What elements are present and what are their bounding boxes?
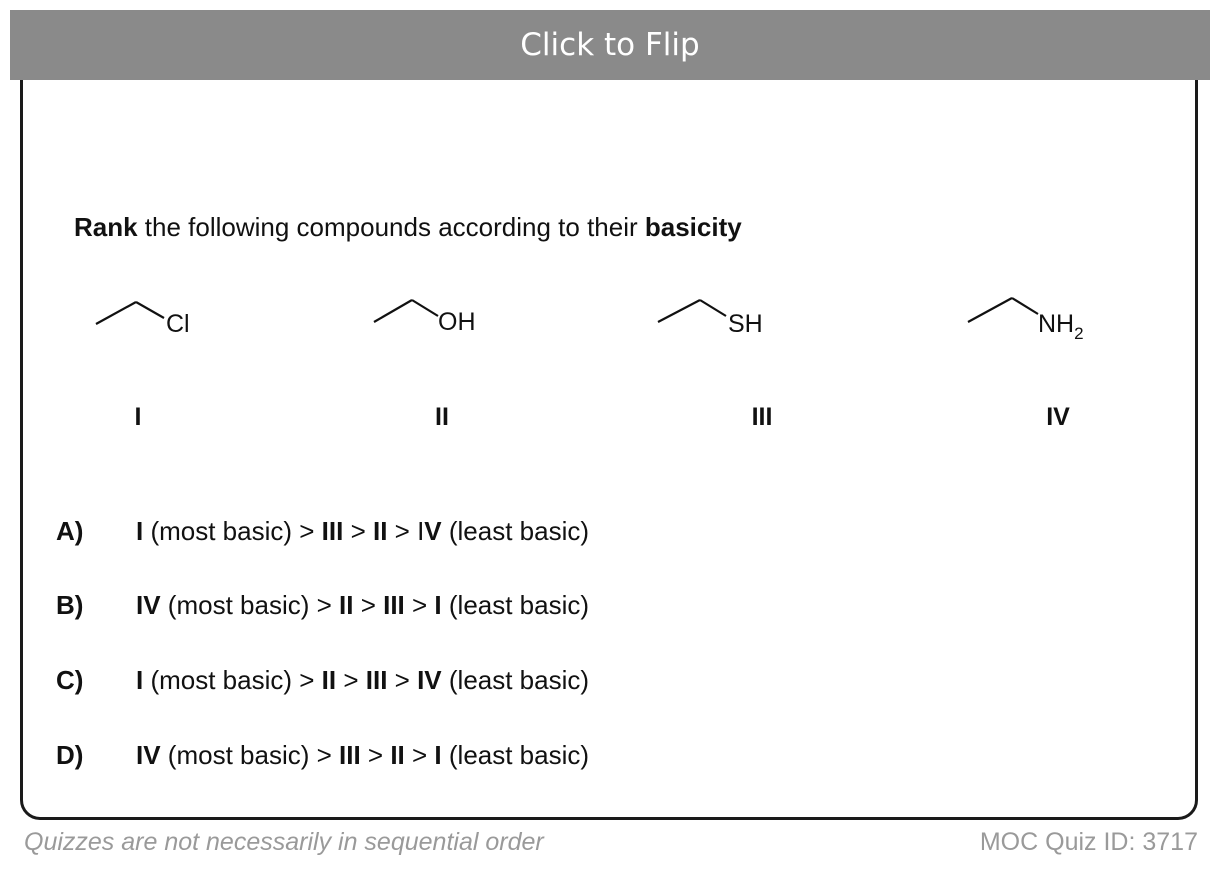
rank-third: II (390, 740, 405, 770)
group-label: SH (728, 310, 763, 338)
rank-first: I (136, 516, 144, 546)
ethylamine-structure (966, 290, 1106, 346)
rank-text-3: > (404, 590, 435, 620)
molecule-ethanol (372, 290, 492, 340)
rank-text-1: (most basic) > (143, 516, 322, 546)
bond-1 (96, 302, 136, 324)
option-b[interactable] (56, 590, 589, 621)
group-label (1038, 310, 1084, 343)
rank-text-3: > (387, 665, 418, 695)
quiz-card[interactable] (20, 20, 1198, 820)
rank-text-1: (most basic) > (143, 665, 322, 695)
rank-third: II (372, 516, 388, 546)
rank-fourth: I (434, 740, 442, 770)
bond-1 (968, 298, 1012, 322)
option-letter: D) (56, 740, 84, 770)
option-a[interactable] (56, 516, 589, 547)
bond-1 (374, 300, 412, 322)
group-nh: NH (1038, 310, 1075, 338)
rank-text-2: > (360, 740, 391, 770)
numeral-i: I (134, 403, 142, 431)
rank-fourth: I (434, 590, 442, 620)
molecule-ethylamine (966, 290, 1106, 346)
option-letter: A) (56, 516, 84, 546)
numeral-iv: IV (1046, 403, 1070, 431)
rank-text-2: > (343, 516, 373, 546)
numeral-iii: III (751, 403, 773, 431)
rank-text-1: (most basic) > (160, 740, 340, 770)
ethanol-structure (372, 290, 492, 340)
option-letter: B) (56, 590, 84, 620)
bond-2 (1012, 298, 1038, 314)
group-label: Cl (166, 310, 190, 338)
rank-second: III (321, 516, 344, 546)
quiz-id: MOC Quiz ID: 3717 (979, 828, 1198, 856)
molecule-ethyl-chloride (94, 290, 204, 340)
rank-third: III (365, 665, 388, 695)
rank-third: III (383, 590, 405, 620)
rank-text-4: (least basic) (441, 590, 590, 620)
group-subscript: 2 (1074, 324, 1084, 343)
rank-first: IV (136, 590, 161, 620)
click-to-flip-button[interactable]: Click to Flip (10, 10, 1210, 80)
rank-text-3: > (404, 740, 435, 770)
rank-text-2: > (353, 590, 384, 620)
numeral-ii: II (435, 403, 449, 431)
bond-2 (136, 302, 164, 318)
rank-fourth: V (424, 516, 442, 546)
question-bold-rank: Rank (74, 212, 138, 242)
rank-first: IV (136, 740, 161, 770)
bond-1 (658, 300, 700, 322)
rank-fourth: IV (417, 665, 442, 695)
bond-2 (700, 300, 726, 316)
rank-text-3: > I (387, 516, 425, 546)
ethyl-chloride-structure (94, 290, 204, 340)
option-d[interactable] (56, 740, 589, 771)
rank-second: III (339, 740, 361, 770)
rank-text-4: (least basic) (441, 740, 590, 770)
rank-text-4: (least basic) (441, 665, 590, 695)
rank-text-4: (least basic) (441, 516, 590, 546)
question-middle: the following compounds according to their (137, 212, 645, 242)
question-bold-basicity: basicity (644, 212, 742, 242)
question-text (74, 212, 742, 243)
rank-second: II (339, 590, 354, 620)
rank-second: II (321, 665, 337, 695)
option-c[interactable] (56, 665, 589, 696)
bond-2 (412, 300, 438, 316)
option-letter: C) (56, 665, 84, 695)
rank-text-2: > (336, 665, 366, 695)
group-label: OH (438, 308, 476, 336)
molecule-ethanethiol (656, 290, 776, 340)
sequential-order-note: Quizzes are not necessarily in sequential order (24, 828, 544, 856)
ethanethiol-structure (656, 290, 776, 340)
rank-text-1: (most basic) > (160, 590, 340, 620)
rank-first: I (136, 665, 144, 695)
